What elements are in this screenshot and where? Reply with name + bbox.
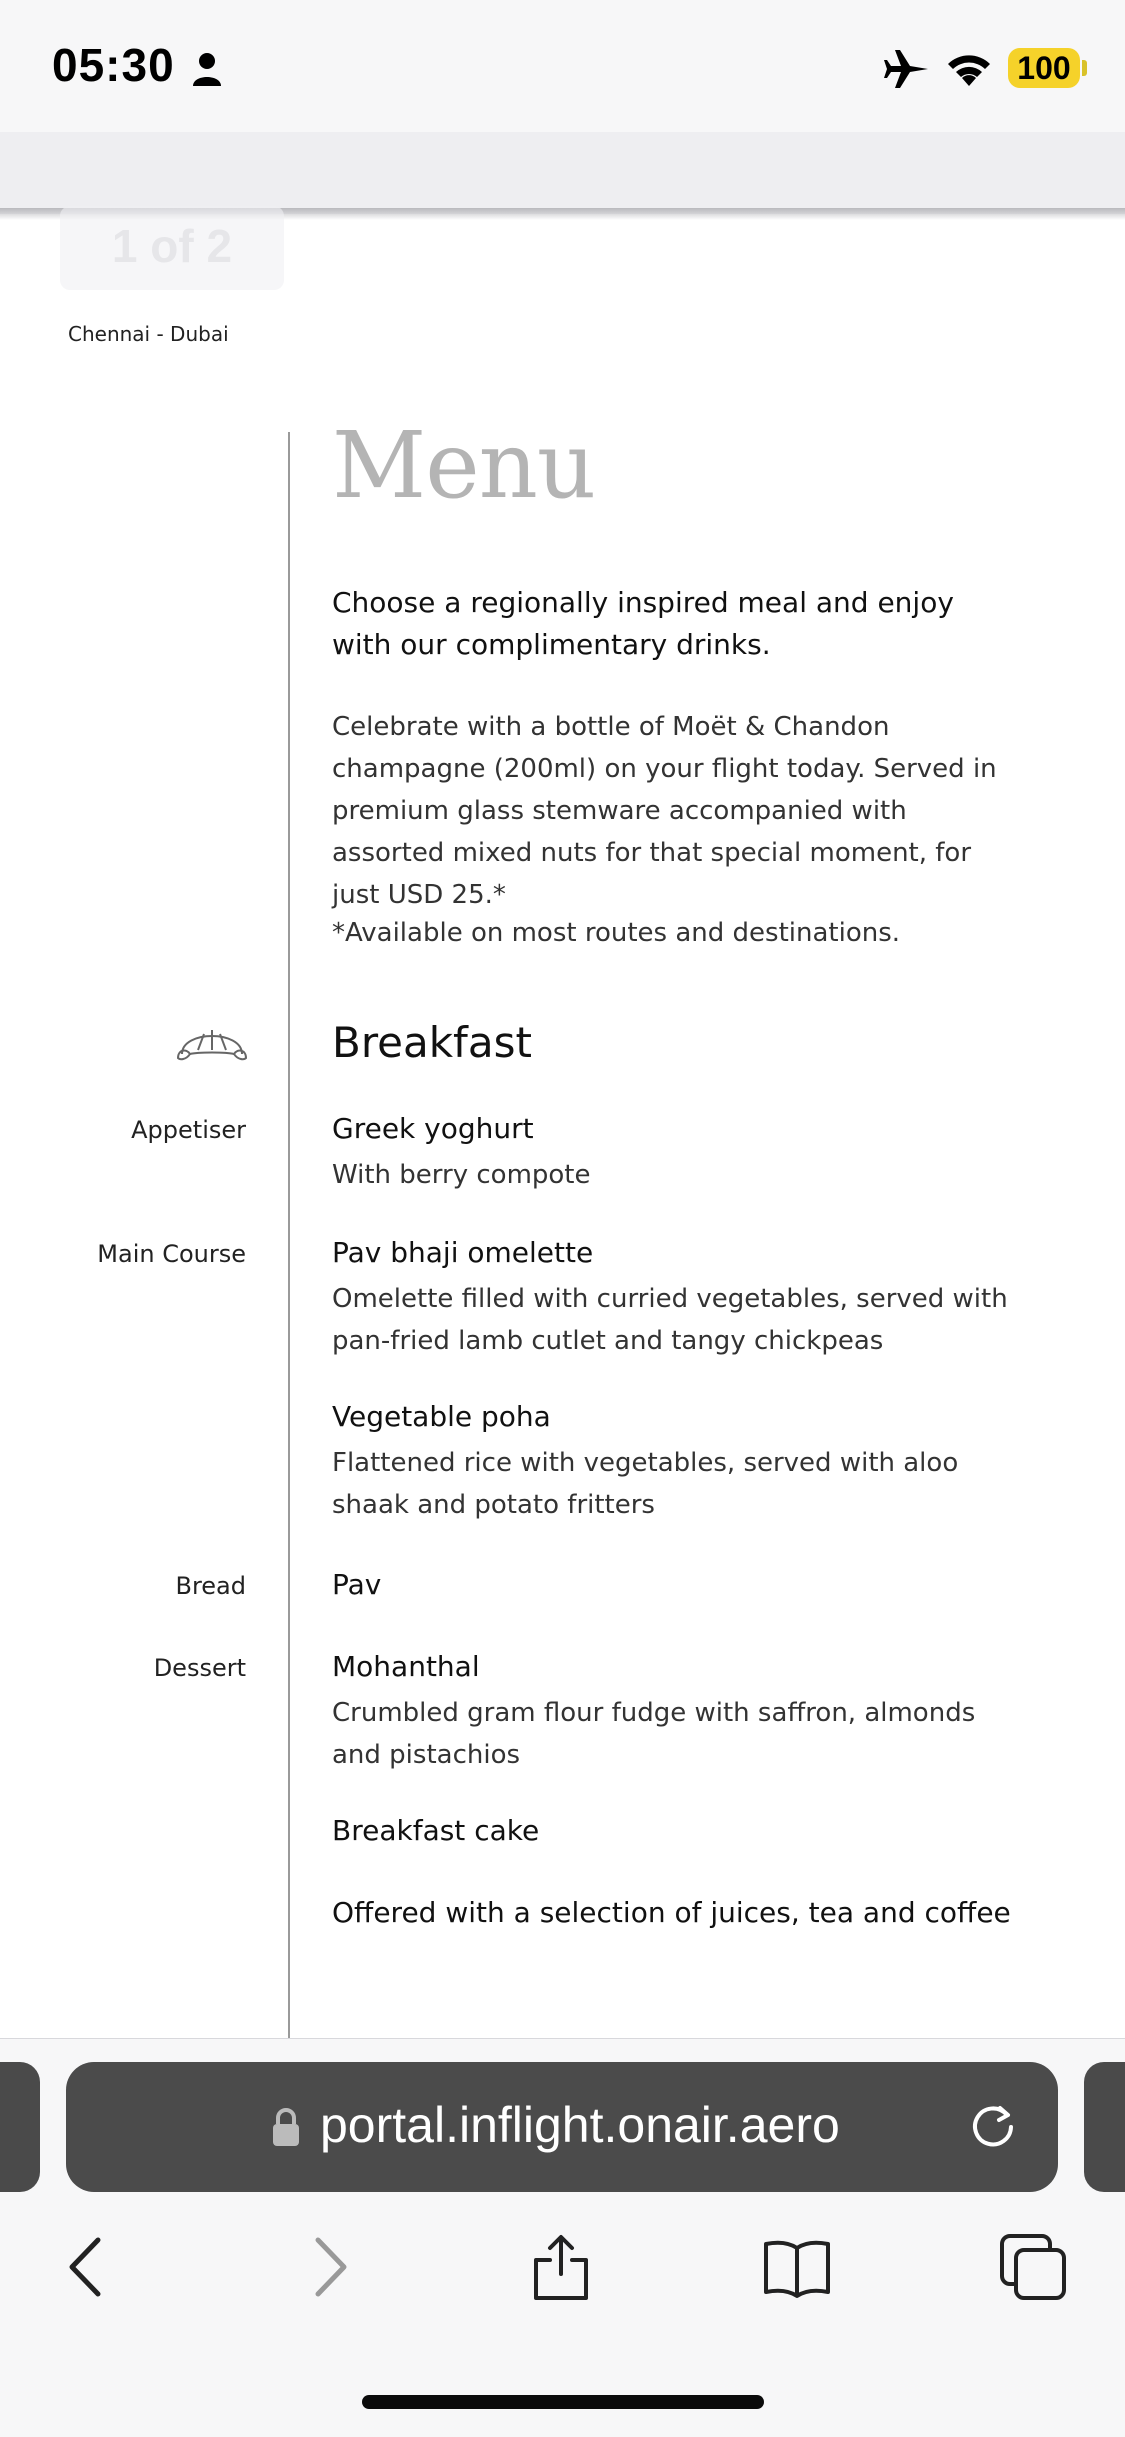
menu-intro: Choose a regionally inspired meal and enjoy with our complimentary drinks.	[332, 586, 954, 661]
dish-description: Crumbled gram flour fudge with saffron, almonds and pistachios	[332, 1698, 976, 1770]
breakfast-title: Breakfast	[332, 1018, 532, 1067]
category-appetiser: Appetiser	[131, 1116, 246, 1144]
back-icon[interactable]	[52, 2232, 122, 2302]
champagne-offer: Celebrate with a bottle of Moët & Chandon champagne (200ml) on your flight today. Served in premium glass stemware accompanied with assorted mixed nuts for that special moment, for just USD 25.*	[332, 712, 997, 910]
dish-name: Pav bhaji omelette	[332, 1236, 594, 1269]
dish-name: Mohanthal	[332, 1650, 480, 1683]
wifi-icon	[944, 48, 994, 88]
dish-name: Pav	[332, 1568, 382, 1601]
dish-name: Greek yoghurt	[332, 1112, 534, 1145]
dish-name: Offered with a selection of juices, tea and coffee	[332, 1896, 1011, 1929]
home-indicator	[362, 2395, 764, 2409]
bookmarks-icon[interactable]	[762, 2232, 832, 2302]
dish-description: Flattened rice with vegetables, served with aloo shaak and potato fritters	[332, 1448, 959, 1520]
battery-tip	[1082, 60, 1087, 76]
forward-icon[interactable]	[294, 2232, 364, 2302]
vertical-divider	[288, 432, 290, 2038]
category-main-course: Main Course	[97, 1240, 246, 1268]
route-label: Chennai - Dubai	[68, 322, 229, 346]
dish-name: Vegetable poha	[332, 1400, 551, 1433]
next-tab-preview[interactable]	[1084, 2062, 1125, 2192]
reload-icon[interactable]	[966, 2100, 1020, 2154]
url-text[interactable]: portal.inflight.onair.aero	[320, 2097, 840, 2153]
category-bread: Bread	[175, 1572, 246, 1600]
status-time: 05:30	[52, 39, 175, 91]
availability-note: *Available on most routes and destinations.	[332, 918, 901, 948]
share-icon[interactable]	[526, 2232, 596, 2302]
airplane-icon	[884, 46, 930, 92]
lock-icon	[270, 2106, 302, 2148]
battery-indicator: 100	[1008, 48, 1080, 88]
previous-tab-preview[interactable]	[0, 2062, 40, 2192]
toolbar-band	[0, 132, 1125, 214]
dish-description: Omelette filled with curried vegetables, served with pan-fried lamb cutlet and tangy chickpeas	[332, 1284, 1008, 1356]
dish-name: Breakfast cake	[332, 1814, 540, 1847]
menu-title: Menu	[332, 412, 596, 519]
person-icon	[192, 52, 222, 86]
page-counter: 1 of 2	[60, 206, 284, 290]
croissant-icon	[176, 1020, 248, 1064]
category-dessert: Dessert	[153, 1654, 246, 1682]
tabs-icon[interactable]	[998, 2232, 1068, 2302]
dish-description: With berry compote	[332, 1160, 591, 1190]
